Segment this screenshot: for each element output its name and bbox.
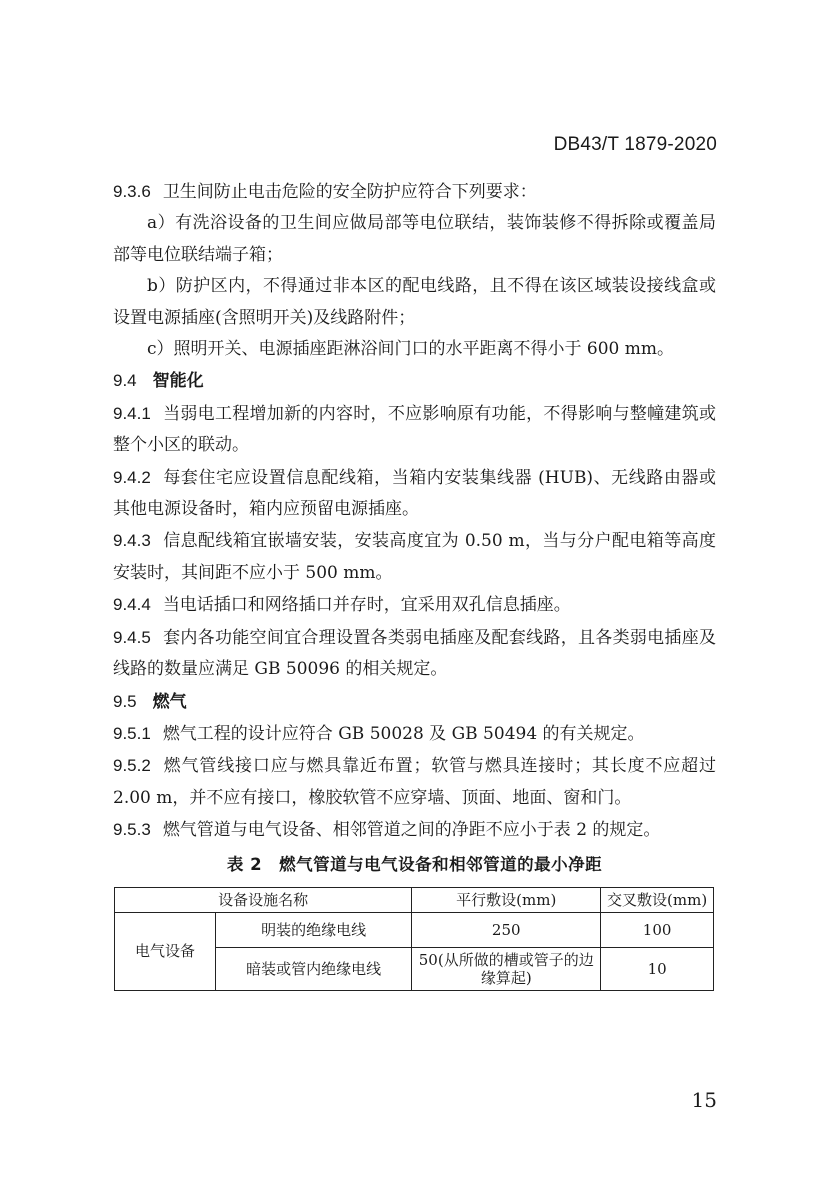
- row-name: 暗装或管内绝缘电线: [216, 947, 412, 990]
- clause-9-4-2: [113, 462, 716, 526]
- clause-text: 信息配线箱宜嵌墙安装，安装高度宜为 0.50 m，当与分户配电箱等高度安装时，其间距不应小于 500 mm。: [113, 531, 716, 583]
- item-b: b）防护区内，不得通过非本区的配电线路，且不得在该区域装设接线盒或设置电源插座(含照明开关)及线路附件；: [113, 276, 716, 328]
- clause-9-3-6: [113, 176, 716, 208]
- section-number: 9.4: [113, 371, 137, 391]
- clearance-table: [114, 887, 714, 991]
- header-parallel: 平行敷设(mm): [412, 887, 601, 912]
- item-a: a）有洗浴设备的卫生间应做局部等电位联结，装饰装修不得拆除或覆盖局部等电位联结端子箱；: [113, 213, 716, 265]
- clause-number: 9.3.6: [113, 182, 151, 201]
- clause-number: 9.4.2: [113, 467, 151, 487]
- section-title: 智能化: [152, 371, 204, 392]
- page-number: 15: [691, 1088, 717, 1112]
- row-cross: 100: [601, 912, 714, 947]
- row-cross: 10: [601, 947, 714, 990]
- clause-number: 9.4.4: [113, 595, 151, 615]
- clause-text: 卫生间防止电击危险的安全防护应符合下列要求：: [162, 182, 537, 202]
- clause-9-4-4: [113, 589, 716, 621]
- clause-number: 9.4.5: [113, 627, 151, 647]
- clause-text: 当弱电工程增加新的内容时，不应影响原有功能，不得影响与整幢建筑或整个小区的联动。: [113, 403, 716, 456]
- section-heading-9-5: [113, 686, 716, 718]
- clause-9-5-1: [113, 718, 716, 750]
- clause-number: 9.5.2: [113, 756, 151, 776]
- clause-9-4-3: [113, 525, 716, 589]
- item-c: c）照明开关、电源插座距淋浴间门口的水平距离不得小于 600 mm。: [147, 339, 675, 360]
- row-parallel: 250: [412, 912, 601, 947]
- clause-text: 当电话插口和网络插口并存时，宜采用双孔信息插座。: [162, 595, 571, 616]
- row-parallel: 50(从所做的槽或管子的边缘算起): [412, 947, 601, 990]
- page-body: [113, 176, 716, 991]
- clause-number: 9.4.3: [113, 531, 151, 551]
- section-heading-9-4: [113, 365, 716, 397]
- clause-text: 燃气管道与电气设备、相邻管道之间的净距不应小于表 2 的规定。: [162, 820, 661, 841]
- clause-9-5-3: [113, 814, 716, 846]
- clause-9-4-5: [113, 622, 716, 686]
- table-header-row: [115, 887, 714, 912]
- clause-text: 每套住宅应设置信息配线箱，当箱内安装集线器 (HUB)、无线路由器或其他电源设备时，箱内应预留电源插座。: [113, 467, 716, 520]
- table-row: [115, 912, 714, 947]
- clause-text: 燃气管线接口应与燃具靠近布置；软管与燃具连接时；其长度不应超过 2.00 m，并不应有接口，橡胶软管不应穿墙、顶面、地面、窗和门。: [113, 756, 716, 808]
- clause-number: 9.5.3: [113, 820, 151, 840]
- table-caption: 表 2 燃气管道与电气设备和相邻管道的最小净距: [226, 854, 603, 874]
- group-cell: 电气设备: [115, 912, 216, 990]
- section-title: 燃气: [152, 691, 187, 712]
- standard-number: DB43/T 1879-2020: [553, 134, 717, 155]
- clause-9-4-1: [113, 398, 716, 462]
- clause-number: 9.5.1: [113, 723, 151, 743]
- header-facility-name: 设备设施名称: [115, 887, 412, 912]
- clause-text: 燃气工程的设计应符合 GB 50028 及 GB 50494 的有关规定。: [162, 723, 645, 744]
- clause-9-5-2: [113, 750, 716, 814]
- section-number: 9.5: [113, 691, 137, 711]
- clause-number: 9.4.1: [113, 403, 151, 423]
- row-name: 明装的绝缘电线: [216, 912, 412, 947]
- header-cross: 交叉敷设(mm): [601, 887, 714, 912]
- clause-text: 套内各功能空间宜合理设置各类弱电插座及配套线路，且各类弱电插座及线路的数量应满足 GB 50096 的相关规定。: [113, 627, 716, 680]
